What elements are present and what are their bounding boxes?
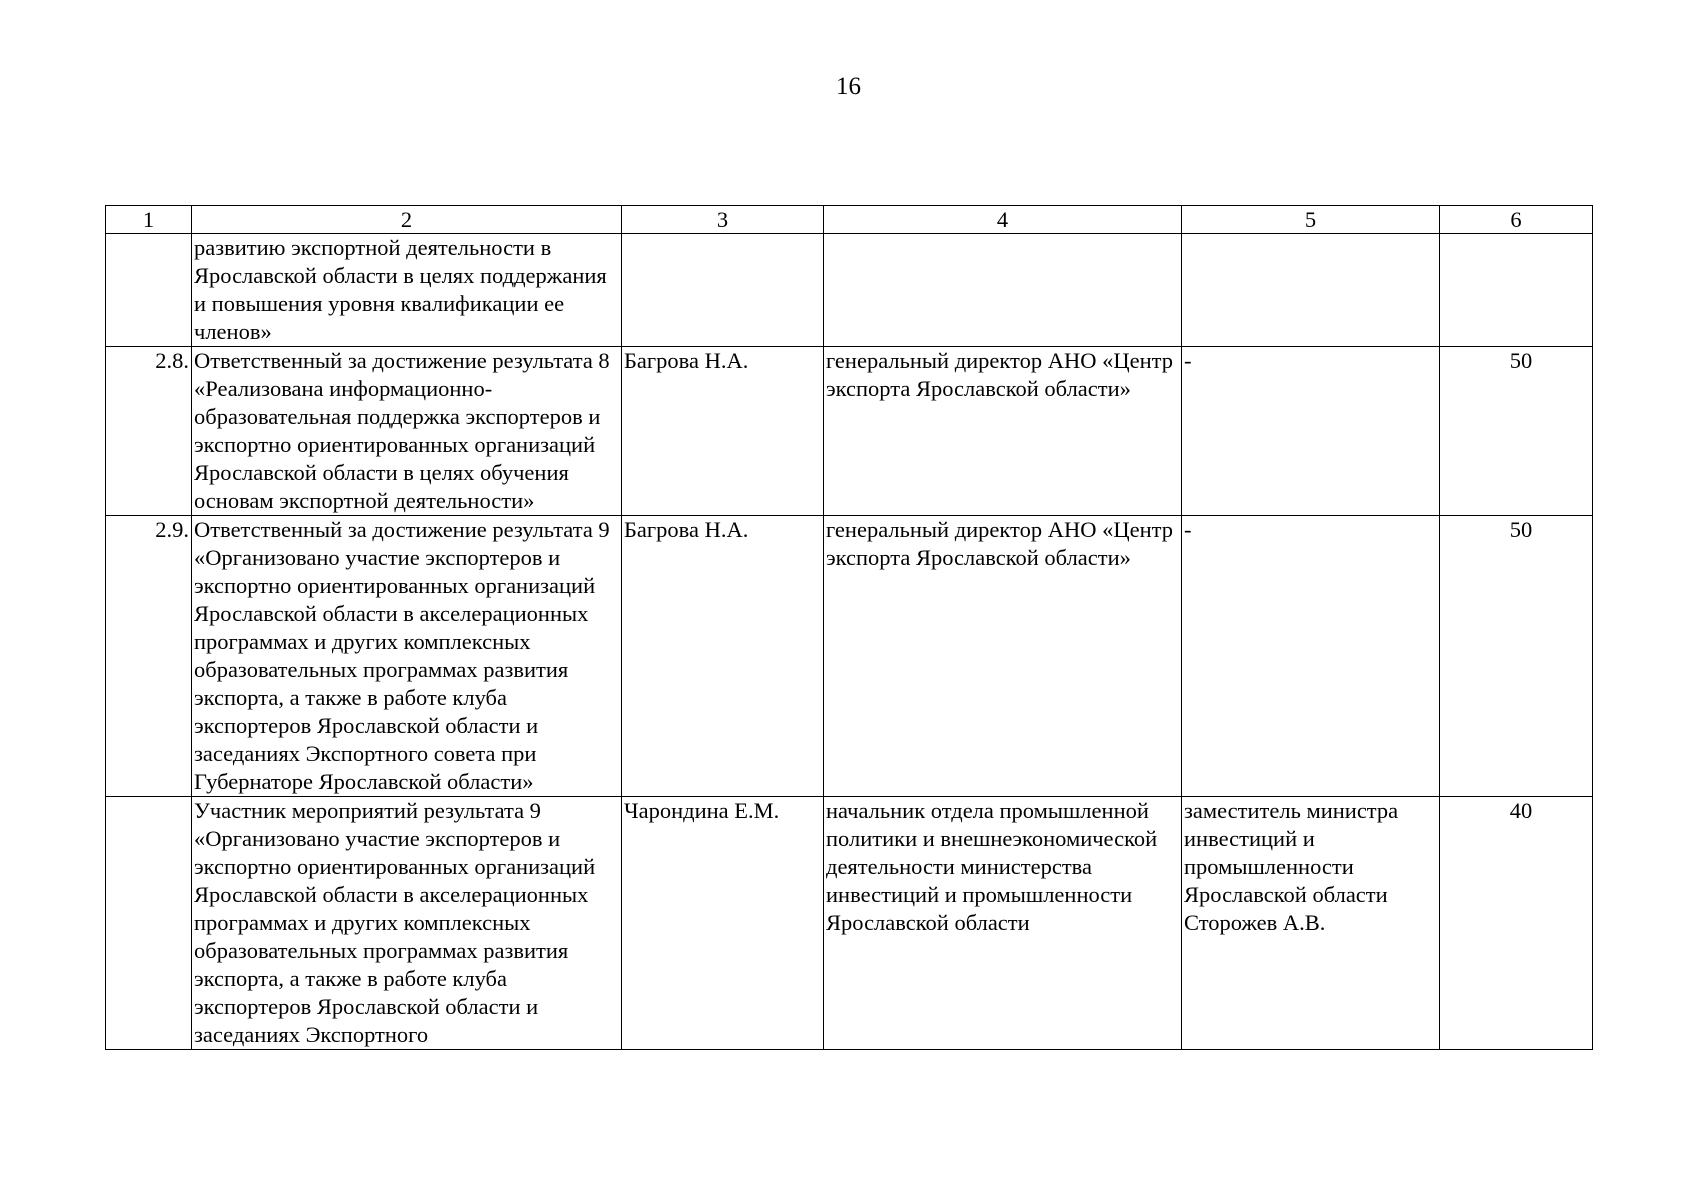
supervisor-cell: -: [1182, 516, 1440, 797]
person-cell: Багрова Н.А.: [622, 347, 824, 516]
person-cell: Чарондина Е.М.: [622, 797, 824, 1050]
value-cell: [1440, 797, 1593, 1050]
supervisor-cell: заместитель министра инвестиций и промышленности Ярославской области Сторожев А.В.: [1182, 797, 1440, 1050]
position-cell: начальник отдела промышленной политики и внешнеэкономической деятельности министерства инвестиций и промышленности Ярославской области: [824, 797, 1182, 1050]
value-text: 50: [1509, 348, 1533, 373]
table-row: [106, 516, 1593, 797]
position-cell: [824, 234, 1182, 347]
description-cell: Участник мероприятий результата 9 «Организовано участие экспортеров и экспортно ориентированных организаций Ярославской области в акселерационных программах и других комплексных образовательных программах развития экспорта, а также в работе клуба экспортеров Ярославской области и заседаниях Экспортного: [192, 797, 622, 1050]
page-number: 16: [836, 73, 861, 100]
person-cell: Багрова Н.А.: [622, 516, 824, 797]
table-row: [106, 797, 1593, 1050]
table-row: [106, 234, 1593, 347]
column-header-5: 5: [1182, 206, 1440, 234]
column-header-4: 4: [824, 206, 1182, 234]
column-header-3: 3: [622, 206, 824, 234]
column-header-1: 1: [106, 206, 192, 234]
value-cell: [1440, 234, 1593, 347]
description-cell: Ответственный за достижение результата 8 «Реализована информационно-образовательная поддержка экспортеров и экспортно ориентированных организаций Ярославской области в целях обучения основам экспортной деятельности»: [192, 347, 622, 516]
position-cell: генеральный директор АНО «Центр экспорта Ярославской области»: [824, 347, 1182, 516]
row-number-cell: 2.8.: [106, 347, 192, 516]
row-number-cell: [106, 234, 192, 347]
description-cell: Ответственный за достижение результата 9 «Организовано участие экспортеров и экспортно ориентированных организаций Ярославской области в акселерационных программах и других комплексных образовательных программах развития экспорта, а также в работе клуба экспортеров Ярославской области и заседаниях Экспортного совета при Губернаторе Ярославской области»: [192, 516, 622, 797]
description-cell: развитию экспортной деятельности в Ярославской области в целях поддержания и повышения уровня квалификации ее членов»: [192, 234, 622, 347]
table-header-row: [106, 206, 1593, 234]
value-cell: [1440, 516, 1593, 797]
responsibility-table: [105, 205, 1593, 1050]
table-row: [106, 347, 1593, 516]
supervisor-cell: [1182, 234, 1440, 347]
column-header-2: 2: [192, 206, 622, 234]
column-header-6: 6: [1440, 206, 1593, 234]
position-cell: генеральный директор АНО «Центр экспорта Ярославской области»: [824, 516, 1182, 797]
person-cell: [622, 234, 824, 347]
value-cell: [1440, 347, 1593, 516]
row-number-cell: 2.9.: [106, 516, 192, 797]
supervisor-cell: -: [1182, 347, 1440, 516]
value-text: 50: [1509, 517, 1533, 542]
value-text: 40: [1509, 798, 1533, 823]
row-number-cell: [106, 797, 192, 1050]
